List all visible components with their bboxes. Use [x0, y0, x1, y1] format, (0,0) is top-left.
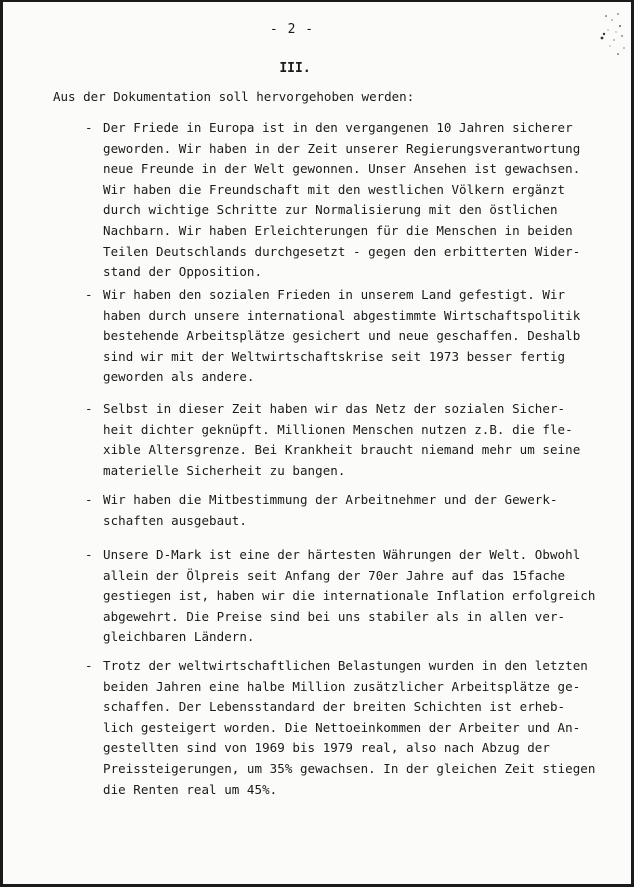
text-line: stand der Opposition.: [103, 264, 263, 280]
text-line: schaffen. Der Lebensstandard der breiten Schichten ist erheb-: [103, 699, 566, 715]
text-line: allein der Ölpreis seit Anfang der 70er Jahre auf das 15fache: [103, 567, 566, 583]
text-line: geworden. Wir haben in der Zeit unserer Regierungsverantwortung: [103, 140, 581, 156]
bullet-dash: -: [85, 658, 93, 673]
bullet-dash: -: [85, 120, 93, 135]
text-line: Wir haben die Mitbestimmung der Arbeitnehmer und der Gewerk-: [103, 492, 558, 507]
bullet-dash: -: [85, 287, 93, 302]
page-number: - 2 -: [269, 22, 315, 37]
text-line: gestellten sind von 1969 bis 1979 real, also nach Abzug der: [103, 740, 550, 756]
text-line: gleichbaren Ländern.: [103, 629, 255, 645]
text-line: gestiegen ist, haben wir die internationale Inflation erfolgreich: [103, 588, 596, 604]
text-line: geworden als andere.: [103, 369, 255, 385]
text-line: haben durch unsere international abgestimmte Wirtschaftspolitik: [103, 307, 581, 323]
text-line: Teilen Deutschlands durchgesetzt - gegen den erbitterten Wider-: [103, 243, 581, 259]
bullet-paragraph-jobs-and-income: [85, 656, 596, 800]
bullet-paragraph-peace: [85, 118, 585, 283]
text-line: materielle Sicherheit zu bangen.: [103, 462, 346, 478]
scan-border-top: [0, 0, 634, 2]
text-line: Wir haben die Freundschaft mit den westlichen Völkern ergänzt: [103, 181, 566, 197]
bullet-paragraph-codetermination: [85, 490, 585, 531]
text-line: Preissteigerungen, um 35% gewachsen. In der gleichen Zeit stiegen: [103, 760, 596, 776]
text-line: bestehende Arbeitsplätze gesichert und neue geschaffen. Deshalb: [103, 328, 581, 344]
text-line: sind wir mit der Weltwirtschaftskrise seit 1973 besser fertig: [103, 348, 566, 364]
text-line: Wir haben den sozialen Frieden in unserem Land gefestigt. Wir: [103, 287, 566, 302]
text-line: Nachbarn. Wir haben Erleichterungen für die Menschen in beiden: [103, 222, 573, 238]
text-line: heit dichter geknüpft. Millionen Menschen nutzen z.B. die fle-: [103, 421, 573, 437]
text-line: neue Freunde in der Welt gewonnen. Unser Ansehen ist gewachsen.: [103, 161, 581, 177]
text-line: Unsere D-Mark ist eine der härtesten Währungen der Welt. Obwohl: [103, 547, 581, 562]
text-line: lich gesteigert worden. Die Nettoeinkommen der Arbeiter und An-: [103, 719, 581, 735]
text-line: Selbst in dieser Zeit haben wir das Netz der sozialen Sicher-: [103, 401, 566, 416]
text-line: schaften ausgebaut.: [103, 512, 247, 528]
scan-speckle-mark: [598, 6, 628, 66]
text-line: durch wichtige Schritte zur Normalisierung mit den östlichen: [103, 202, 558, 218]
bullet-paragraph-social-security: [85, 399, 585, 481]
scan-border-left: [0, 0, 3, 887]
bullet-dash: -: [85, 492, 93, 507]
bullet-paragraph-social-peace: [85, 285, 585, 388]
text-line: xible Altersgrenze. Bei Krankheit braucht niemand mehr um seine: [103, 442, 581, 458]
text-line: die Renten real um 45%.: [103, 781, 278, 797]
bullet-paragraph-d-mark: [85, 545, 596, 648]
bullet-dash: -: [85, 401, 93, 416]
text-line: abgewehrt. Die Preise sind bei uns stabiler als in allen ver-: [103, 608, 566, 624]
bullet-dash: -: [85, 547, 93, 562]
text-line: Der Friede in Europa ist in den vergangenen 10 Jahren sicherer: [103, 120, 573, 135]
section-number: III.: [279, 61, 311, 76]
text-line: Trotz der weltwirtschaftlichen Belastungen wurden in den letzten: [103, 658, 588, 673]
text-line: beiden Jahren eine halbe Million zusätzlicher Arbeitsplätze ge-: [103, 678, 581, 694]
intro-text: Aus der Dokumentation soll hervorgehoben werden:: [53, 89, 415, 104]
